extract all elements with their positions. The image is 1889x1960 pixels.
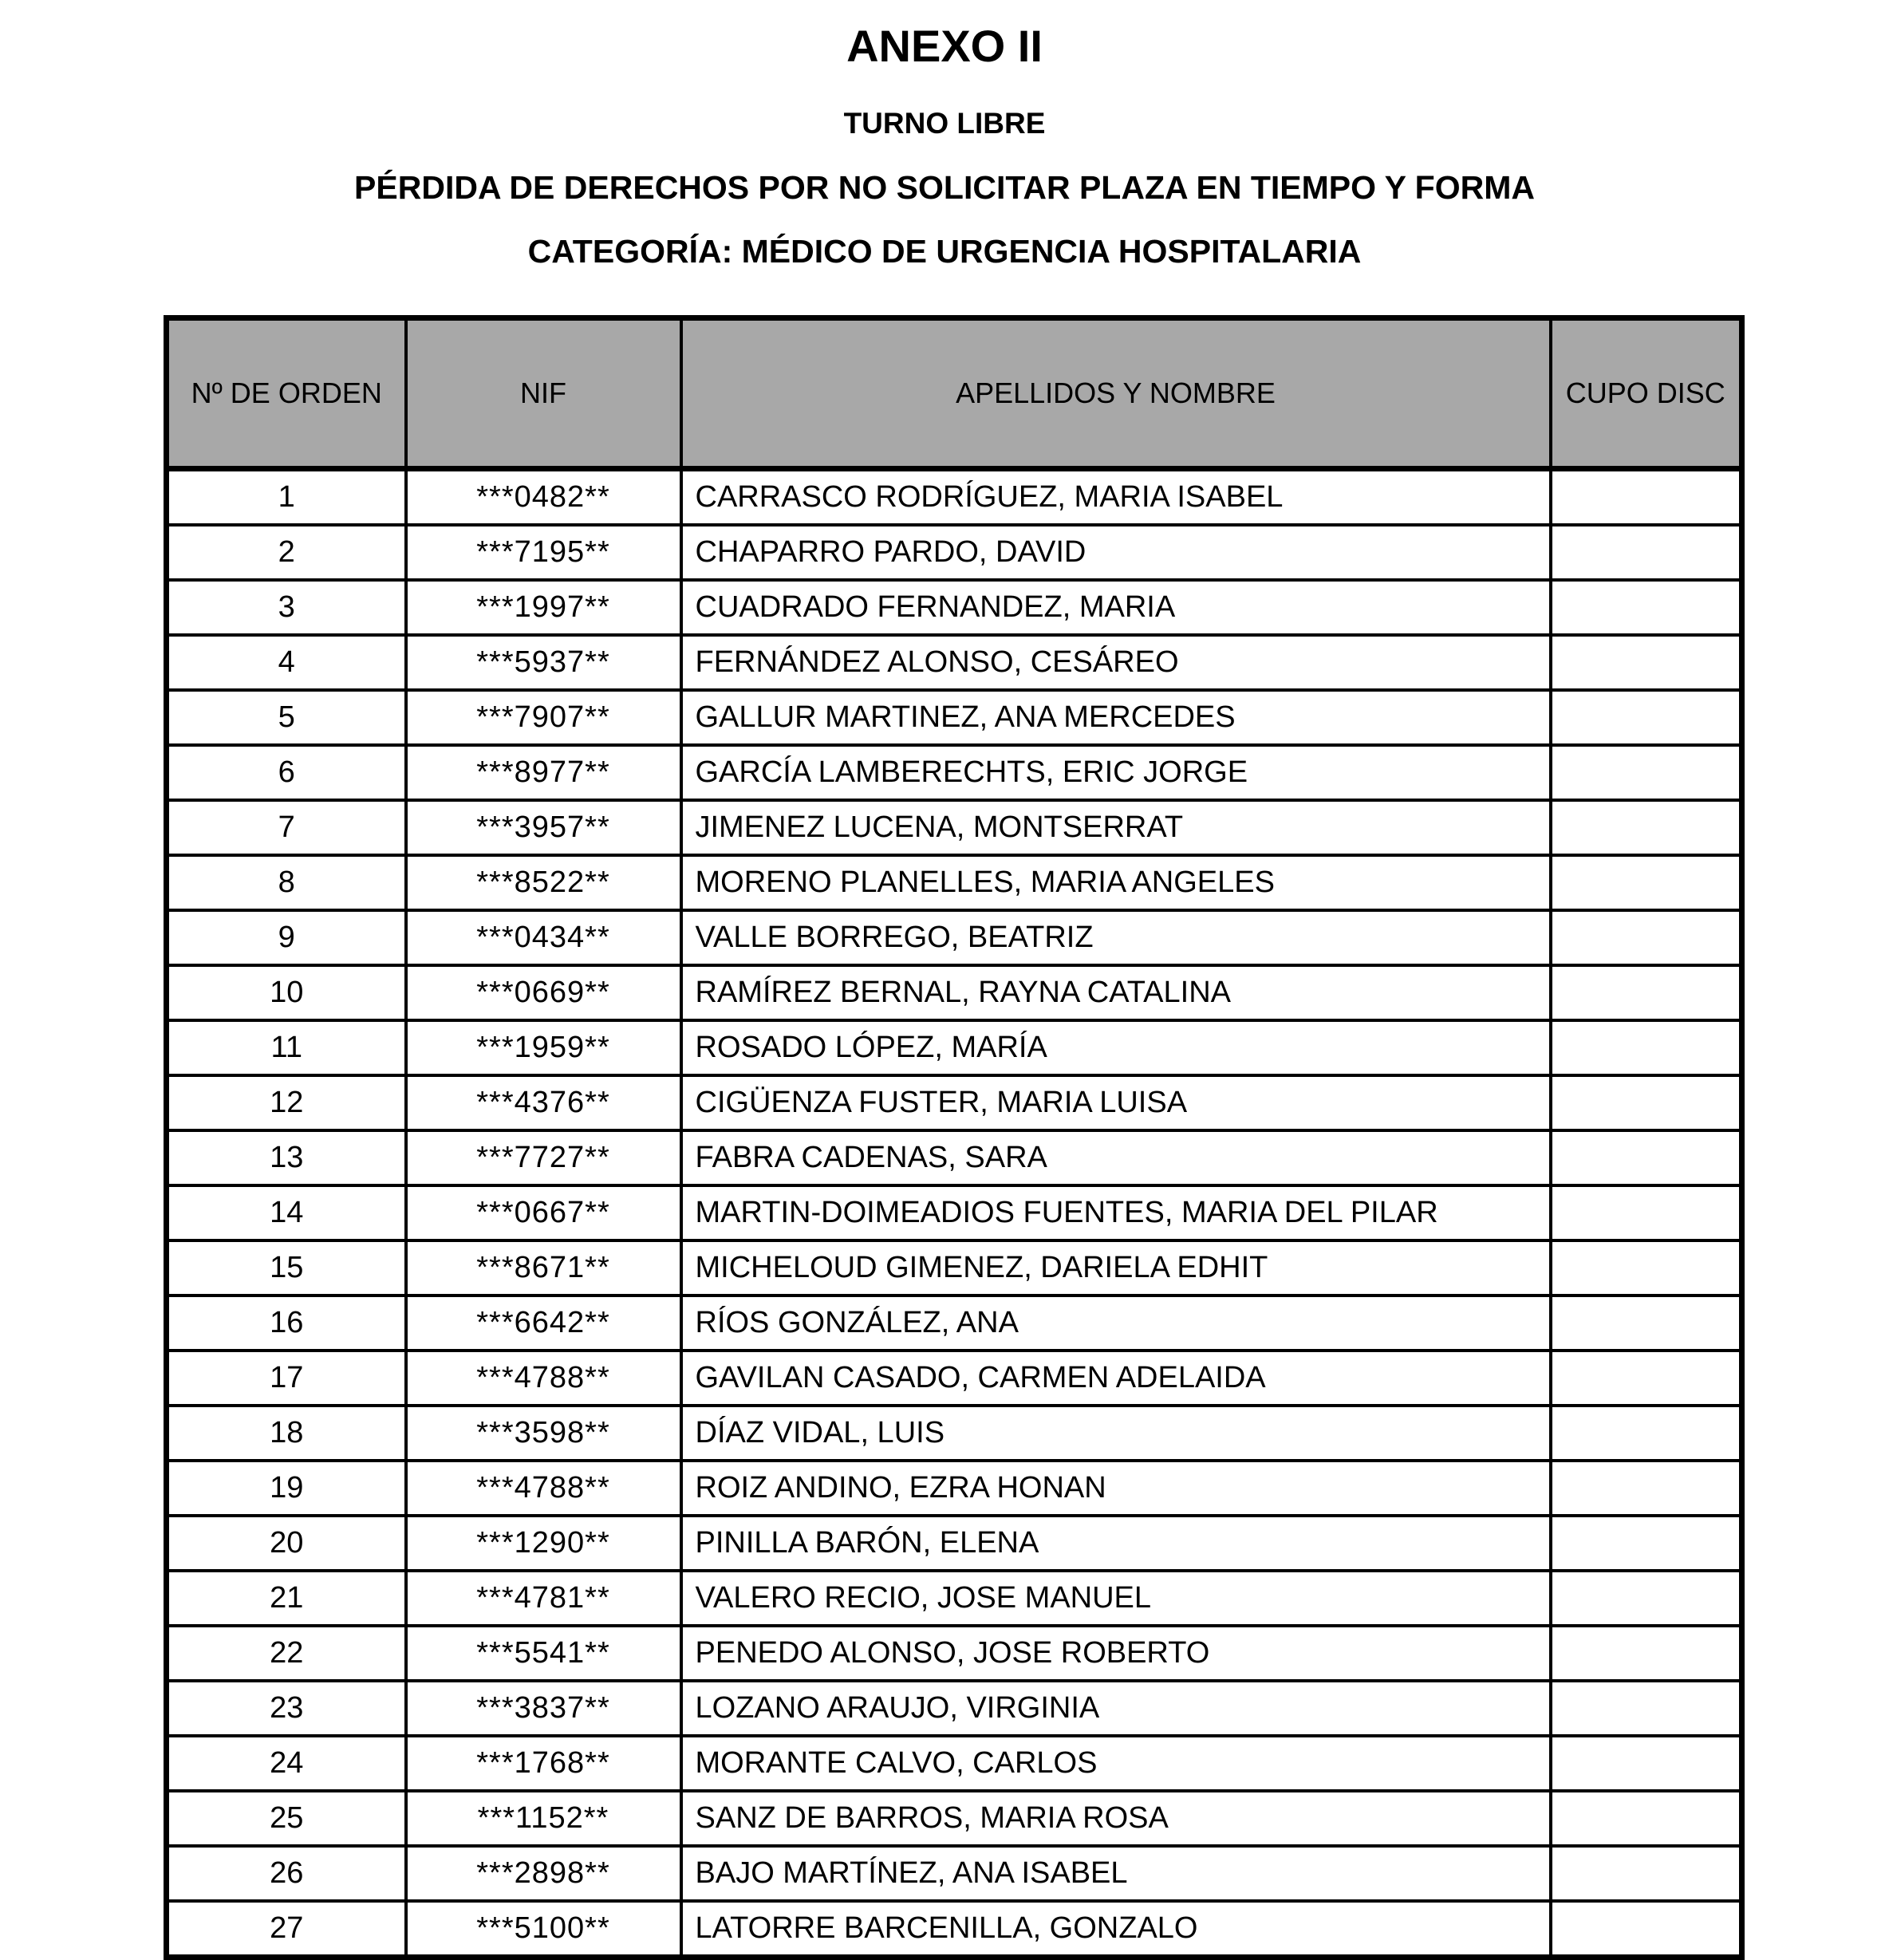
orden-cell: 15 xyxy=(167,1240,406,1295)
table-row xyxy=(167,690,1742,745)
table-row xyxy=(167,910,1742,965)
nombre-cell: MORENO PLANELLES, MARIA ANGELES xyxy=(681,855,1551,910)
cupo-cell xyxy=(1551,1185,1742,1240)
orden-cell: 25 xyxy=(167,1791,406,1846)
table-row xyxy=(167,1736,1742,1791)
nif-cell: ***3598** xyxy=(406,1406,681,1461)
orden-cell: 4 xyxy=(167,635,406,690)
cupo-cell xyxy=(1551,635,1742,690)
nombre-cell: RÍOS GONZÁLEZ, ANA xyxy=(681,1295,1551,1351)
table-row xyxy=(167,1295,1742,1351)
page-title: ANEXO II xyxy=(846,21,1043,71)
cupo-cell xyxy=(1551,965,1742,1020)
nombre-cell: SANZ DE BARROS, MARIA ROSA xyxy=(681,1791,1551,1846)
table-row xyxy=(167,745,1742,800)
subtitle-categoria: CATEGORÍA: MÉDICO DE URGENCIA HOSPITALARIA xyxy=(527,233,1362,270)
orden-cell: 16 xyxy=(167,1295,406,1351)
table-row xyxy=(167,1240,1742,1295)
cupo-cell xyxy=(1551,580,1742,635)
header-row xyxy=(167,318,1742,469)
orden-cell: 7 xyxy=(167,800,406,855)
orden-cell: 17 xyxy=(167,1351,406,1406)
cupo-cell xyxy=(1551,745,1742,800)
nif-cell: ***8522** xyxy=(406,855,681,910)
nif-cell: ***0667** xyxy=(406,1185,681,1240)
nombre-cell: CUADRADO FERNANDEZ, MARIA xyxy=(681,580,1551,635)
nombre-cell: MICHELOUD GIMENEZ, DARIELA EDHIT xyxy=(681,1240,1551,1295)
nif-cell: ***0669** xyxy=(406,965,681,1020)
nif-cell: ***1290** xyxy=(406,1516,681,1571)
nombre-cell: GAVILAN CASADO, CARMEN ADELAIDA xyxy=(681,1351,1551,1406)
cupo-cell xyxy=(1551,910,1742,965)
orden-cell: 13 xyxy=(167,1130,406,1185)
orden-cell: 26 xyxy=(167,1846,406,1901)
orden-cell: 8 xyxy=(167,855,406,910)
nombre-cell: CIGÜENZA FUSTER, MARIA LUISA xyxy=(681,1075,1551,1130)
results-table-header xyxy=(167,318,1742,469)
cupo-cell xyxy=(1551,1901,1742,1958)
nombre-cell: CARRASCO RODRÍGUEZ, MARIA ISABEL xyxy=(681,469,1551,526)
orden-cell: 2 xyxy=(167,525,406,580)
cupo-cell xyxy=(1551,855,1742,910)
nif-cell: ***5100** xyxy=(406,1901,681,1958)
nombre-cell: ROIZ ANDINO, EZRA HONAN xyxy=(681,1461,1551,1516)
orden-cell: 14 xyxy=(167,1185,406,1240)
cupo-cell xyxy=(1551,1571,1742,1626)
table-row xyxy=(167,1516,1742,1571)
results-table-body xyxy=(167,469,1742,1958)
cupo-cell xyxy=(1551,1681,1742,1736)
table-row xyxy=(167,1901,1742,1958)
cupo-cell xyxy=(1551,525,1742,580)
cupo-cell xyxy=(1551,1240,1742,1295)
table-row xyxy=(167,855,1742,910)
nif-cell: ***1152** xyxy=(406,1791,681,1846)
nombre-cell: LOZANO ARAUJO, VIRGINIA xyxy=(681,1681,1551,1736)
table-row xyxy=(167,800,1742,855)
cupo-cell xyxy=(1551,1351,1742,1406)
column-header-nif: NIF xyxy=(406,318,681,469)
results-table xyxy=(164,315,1745,1960)
orden-cell: 22 xyxy=(167,1626,406,1681)
orden-cell: 24 xyxy=(167,1736,406,1791)
table-row xyxy=(167,635,1742,690)
cupo-cell xyxy=(1551,1406,1742,1461)
column-header-orden: Nº DE ORDEN xyxy=(167,318,406,469)
column-header-nombre: APELLIDOS Y NOMBRE xyxy=(681,318,1551,469)
orden-cell: 6 xyxy=(167,745,406,800)
nombre-cell: FERNÁNDEZ ALONSO, CESÁREO xyxy=(681,635,1551,690)
nif-cell: ***8671** xyxy=(406,1240,681,1295)
table-row xyxy=(167,1130,1742,1185)
nombre-cell: GARCÍA LAMBERECHTS, ERIC JORGE xyxy=(681,745,1551,800)
table-row xyxy=(167,1020,1742,1075)
orden-cell: 12 xyxy=(167,1075,406,1130)
nif-cell: ***7195** xyxy=(406,525,681,580)
nombre-cell: BAJO MARTÍNEZ, ANA ISABEL xyxy=(681,1846,1551,1901)
cupo-cell xyxy=(1551,1130,1742,1185)
orden-cell: 18 xyxy=(167,1406,406,1461)
orden-cell: 23 xyxy=(167,1681,406,1736)
column-header-cupo: CUPO DISC xyxy=(1551,318,1742,469)
cupo-cell xyxy=(1551,1736,1742,1791)
document-header xyxy=(0,20,1889,270)
nif-cell: ***1997** xyxy=(406,580,681,635)
cupo-cell xyxy=(1551,1075,1742,1130)
nif-cell: ***3837** xyxy=(406,1681,681,1736)
nif-cell: ***6642** xyxy=(406,1295,681,1351)
table-row xyxy=(167,1846,1742,1901)
subtitle-perdida: PÉRDIDA DE DERECHOS POR NO SOLICITAR PLAZA EN TIEMPO Y FORMA xyxy=(354,169,1535,206)
orden-cell: 5 xyxy=(167,690,406,745)
nombre-cell: GALLUR MARTINEZ, ANA MERCEDES xyxy=(681,690,1551,745)
nombre-cell: DÍAZ VIDAL, LUIS xyxy=(681,1406,1551,1461)
orden-cell: 1 xyxy=(167,469,406,526)
nombre-cell: LATORRE BARCENILLA, GONZALO xyxy=(681,1901,1551,1958)
orden-cell: 3 xyxy=(167,580,406,635)
nombre-cell: RAMÍREZ BERNAL, RAYNA CATALINA xyxy=(681,965,1551,1020)
table-row xyxy=(167,469,1742,526)
cupo-cell xyxy=(1551,469,1742,526)
nombre-cell: JIMENEZ LUCENA, MONTSERRAT xyxy=(681,800,1551,855)
nombre-cell: ROSADO LÓPEZ, MARÍA xyxy=(681,1020,1551,1075)
nif-cell: ***1768** xyxy=(406,1736,681,1791)
table-row xyxy=(167,1681,1742,1736)
table-row xyxy=(167,1461,1742,1516)
cupo-cell xyxy=(1551,1295,1742,1351)
cupo-cell xyxy=(1551,690,1742,745)
cupo-cell xyxy=(1551,1461,1742,1516)
nombre-cell: CHAPARRO PARDO, DAVID xyxy=(681,525,1551,580)
table-row xyxy=(167,965,1742,1020)
table-row xyxy=(167,1406,1742,1461)
nif-cell: ***4788** xyxy=(406,1351,681,1406)
nif-cell: ***7907** xyxy=(406,690,681,745)
nombre-cell: MARTIN-DOIMEADIOS FUENTES, MARIA DEL PILAR xyxy=(681,1185,1551,1240)
nif-cell: ***1959** xyxy=(406,1020,681,1075)
orden-cell: 19 xyxy=(167,1461,406,1516)
table-row xyxy=(167,1571,1742,1626)
orden-cell: 20 xyxy=(167,1516,406,1571)
nif-cell: ***5937** xyxy=(406,635,681,690)
cupo-cell xyxy=(1551,800,1742,855)
nombre-cell: MORANTE CALVO, CARLOS xyxy=(681,1736,1551,1791)
nombre-cell: VALLE BORREGO, BEATRIZ xyxy=(681,910,1551,965)
cupo-cell xyxy=(1551,1516,1742,1571)
table-row xyxy=(167,580,1742,635)
orden-cell: 21 xyxy=(167,1571,406,1626)
nif-cell: ***4788** xyxy=(406,1461,681,1516)
nif-cell: ***2898** xyxy=(406,1846,681,1901)
table-row xyxy=(167,525,1742,580)
table-row xyxy=(167,1626,1742,1681)
orden-cell: 11 xyxy=(167,1020,406,1075)
cupo-cell xyxy=(1551,1020,1742,1075)
table-row xyxy=(167,1075,1742,1130)
table-row xyxy=(167,1791,1742,1846)
nif-cell: ***3957** xyxy=(406,800,681,855)
nif-cell: ***0482** xyxy=(406,469,681,526)
table-row xyxy=(167,1351,1742,1406)
table-row xyxy=(167,1185,1742,1240)
orden-cell: 9 xyxy=(167,910,406,965)
nif-cell: ***7727** xyxy=(406,1130,681,1185)
nif-cell: ***0434** xyxy=(406,910,681,965)
nif-cell: ***8977** xyxy=(406,745,681,800)
nif-cell: ***4376** xyxy=(406,1075,681,1130)
nombre-cell: FABRA CADENAS, SARA xyxy=(681,1130,1551,1185)
nif-cell: ***5541** xyxy=(406,1626,681,1681)
nombre-cell: VALERO RECIO, JOSE MANUEL xyxy=(681,1571,1551,1626)
nif-cell: ***4781** xyxy=(406,1571,681,1626)
orden-cell: 10 xyxy=(167,965,406,1020)
cupo-cell xyxy=(1551,1626,1742,1681)
cupo-cell xyxy=(1551,1846,1742,1901)
orden-cell: 27 xyxy=(167,1901,406,1958)
subtitle-turno: TURNO LIBRE xyxy=(843,107,1046,140)
cupo-cell xyxy=(1551,1791,1742,1846)
nombre-cell: PENEDO ALONSO, JOSE ROBERTO xyxy=(681,1626,1551,1681)
nombre-cell: PINILLA BARÓN, ELENA xyxy=(681,1516,1551,1571)
